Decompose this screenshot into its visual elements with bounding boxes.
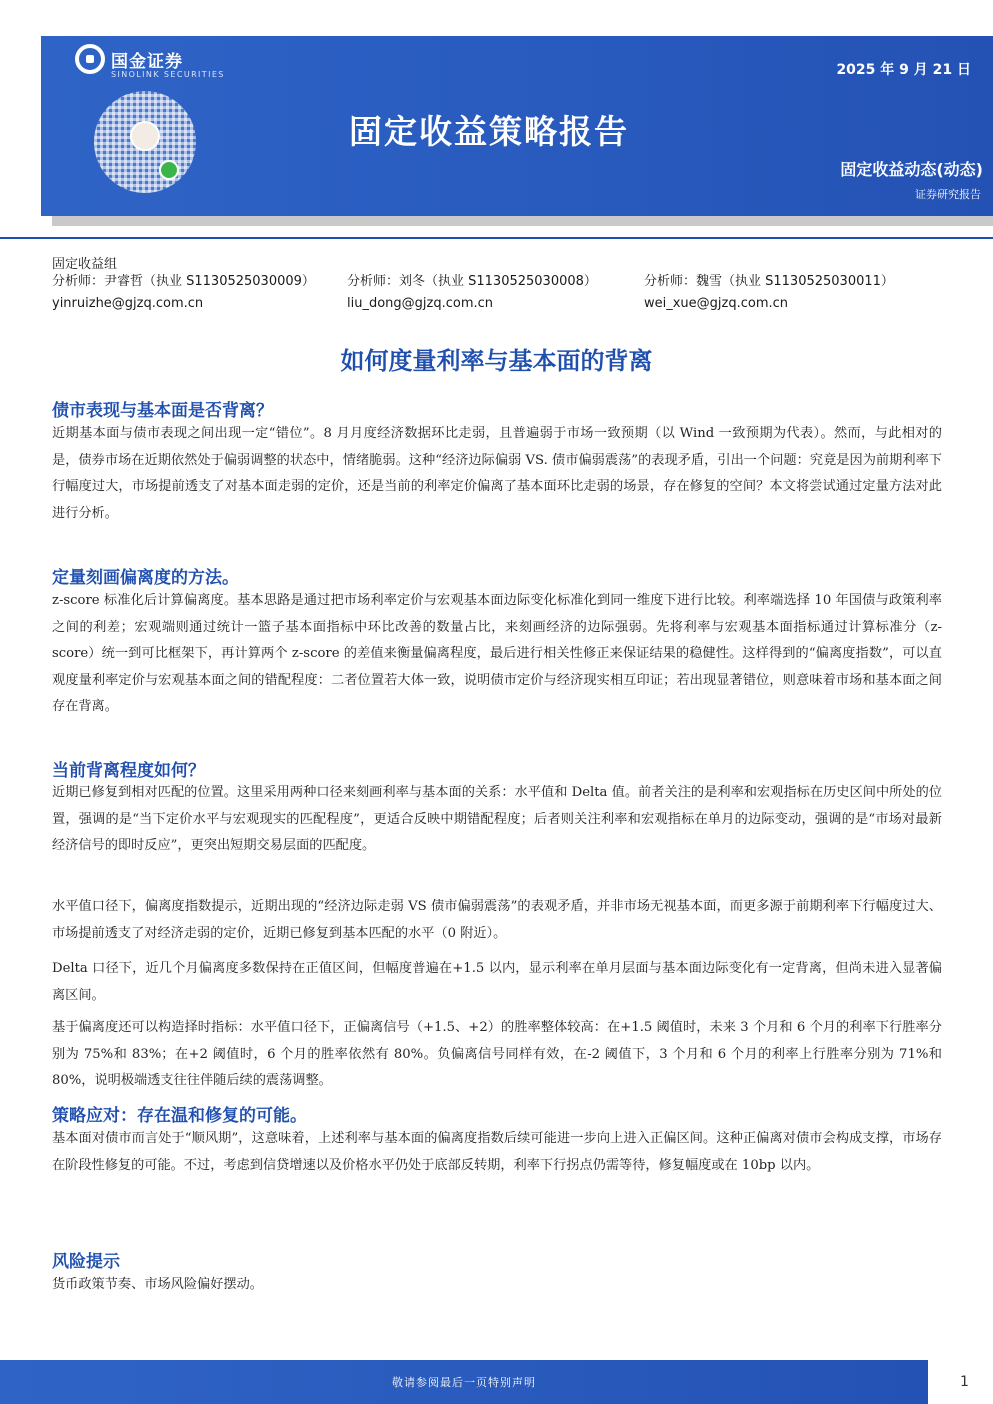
- analyst-1: [52, 271, 315, 315]
- report-type: 固定收益动态(动态): [840, 160, 983, 179]
- paragraph: 近期已修复到相对匹配的位置。这里采用两种口径来刻画利率与基本面的关系：水平值和 Delta 值。前者关注的是利率和宏观指标在历史区间中所处的位置，强调的是“当下定价水平与宏观现实的匹配程度”，更适合反映中期错配程度；后者则关注利率和宏观指标在单月的边际变动，强调的是“市场对最新经济信号的即时反应”，更突出短期交易层面的匹配度。: [52, 785, 942, 853]
- article-title: 如何度量利率与基本面的背离: [340, 347, 653, 375]
- logo-text-en: SINOLINK SECURITIES: [111, 70, 225, 79]
- section-heading: 策略应对：存在温和修复的可能。: [52, 1106, 307, 1126]
- report-banner: [41, 36, 993, 216]
- section-heading: 债市表现与基本面是否背离？: [52, 401, 273, 421]
- paragraph: 近期基本面与债市表现之间出现一定“错位”。8 月月度经济数据环比走弱，且普遍弱于市场一致预期（以 Wind 一致预期为代表）。然而，与此相对的是，债券市场在近期依然处于偏弱调整的状态中，情绪脆弱。这种“经济边际偏弱 VS. 债市偏弱震荡”的表现矛盾，引出一个问题：究竟是因为前期利率下行幅度过大，市场提前透支了对基本面走弱的定价，还是当前的利率定价偏离了基本面环比走弱的场景，存在修复的空间？本文将尝试通过定量方法对此进行分析。: [52, 426, 942, 521]
- paragraph: 基于偏离度还可以构造择时指标：水平值口径下，正偏离信号（+1.5、+2）的胜率整体较高：在+1.5 阈值时，未来 3 个月和 6 个月的利率下行胜率分别为 75%和 83%；在+2 阈值时，6 个月的胜率依然有 80%。负偏离信号同样有效，在-2 阈值下，3 个月和 6 个月的利率上行胜率分别为 71%和 80%，说明极端透支往往伴随后续的震荡调整。: [52, 1020, 942, 1088]
- analyst-email[interactable]: wei_xue@gjzq.com.cn: [644, 296, 789, 311]
- paragraph: 基本面对债市而言处于“顺风期”，这意味着，上述利率与基本面的偏离度指数后续可能进一步向上进入正偏区间。这种正偏离对债市会构成支撑，市场存在阶段性修复的可能。不过，考虑到信贷增速以及价格水平仍处于底部反转期，利率下行拐点仍需等待，修复幅度或在 10bp 以内。: [52, 1131, 942, 1173]
- company-logo: [75, 44, 225, 79]
- paragraph: 货币政策节奏、市场风险偏好摆动。: [52, 1277, 263, 1292]
- analyst-email[interactable]: yinruizhe@gjzq.com.cn: [52, 296, 204, 311]
- paragraph: Delta 口径下，近几个月偏离度多数保持在正值区间，但幅度普遍在+1.5 以内，显示利率在单月层面与基本面边际变化有一定背离，但尚未进入显著偏离区间。: [52, 961, 942, 1003]
- analyst-3: [644, 271, 894, 315]
- qr-center-logo-icon: [130, 121, 160, 151]
- research-group: 固定收益组: [52, 257, 118, 272]
- analyst-name: 分析师：魏雪（执业 S1130525030011）: [644, 274, 894, 289]
- report-title: 固定收益策略报告: [349, 112, 629, 151]
- section-heading: 定量刻画偏离度的方法。: [52, 568, 239, 588]
- banner-shadow: [52, 216, 993, 226]
- paragraph: 水平值口径下，偏离度指数提示，近期出现的“经济边际走弱 VS 债市偏弱震荡”的表观矛盾，并非市场无视基本面，而更多源于前期利率下行幅度过大、市场提前透支了对经济走弱的定价，近期已修复到基本匹配的水平（0 附近）。: [52, 899, 942, 941]
- section-heading: 风险提示: [52, 1252, 120, 1272]
- page-number: 1: [960, 1374, 969, 1390]
- qr-code-icon: [94, 91, 196, 193]
- report-subtitle: 证券研究报告: [915, 188, 981, 201]
- analyst-email[interactable]: liu_dong@gjzq.com.cn: [347, 296, 494, 311]
- analyst-2: [347, 271, 597, 315]
- report-date: 2025 年 9 月 21 日: [836, 62, 971, 78]
- section-heading: 当前背离程度如何？: [52, 761, 205, 781]
- paragraph: z-score 标准化后计算偏离度。基本思路是通过把市场利率定价与宏观基本面边际变化标准化到同一维度下进行比较。利率端选择 10 年国债与政策利率之间的利差；宏观端则通过统计一篮子基本面指标中环比改善的数量占比，来刻画经济的边际强弱。先将利率与宏观基本面指标通过计算标准分（z-score）统一到可比框架下，再计算两个 z-score 的差值来衡量偏离程度，最后进行相关性修正来保证结果的稳健性。这样得到的“偏离度指数”，可以直观度量利率定价与宏观基本面之间的错配程度：二者位置若大体一致，说明债市定价与经济现实相互印证；若出现显著错位，则意味着市场和基本面之间存在背离。: [52, 593, 942, 714]
- analyst-name: 分析师：刘冬（执业 S1130525030008）: [347, 274, 597, 289]
- wechat-badge-icon: [159, 160, 179, 180]
- analyst-name: 分析师：尹睿哲（执业 S1130525030009）: [52, 274, 315, 289]
- footer-notice: 敬请参阅最后一页特别声明: [392, 1376, 536, 1389]
- logo-text: 国金证券: [111, 51, 183, 72]
- logo-mark-icon: [75, 44, 105, 74]
- header-divider: [0, 237, 993, 239]
